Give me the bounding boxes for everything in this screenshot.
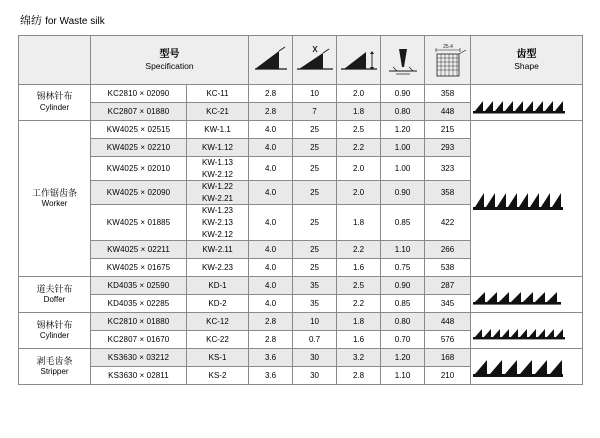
table-row [19,85,583,103]
value-cell: 345 [425,295,471,313]
value-cell: 293 [425,139,471,157]
value-cell: 30 [293,349,337,367]
value-cell: 7 [293,103,337,121]
value-cell: 448 [425,313,471,331]
spec-cell: KW4025 × 02211 [91,241,187,259]
table-row [19,121,583,139]
value-cell: 4.0 [249,277,293,295]
value-cell: 0.90 [381,277,425,295]
value-cell: 358 [425,85,471,103]
value-cell: 2.2 [337,139,381,157]
spec-cell: KD4035 × 02285 [91,295,187,313]
stripper-tooth-shape [471,349,583,385]
application-en: Cylinder [39,331,70,341]
application-cn: 道夫针布 [36,283,73,294]
value-cell: 4.0 [249,157,293,181]
value-cell: 1.8 [337,103,381,121]
value-cell: 323 [425,157,471,181]
value-cell: 422 [425,205,471,241]
application-cn: 工作锯齿条 [31,187,77,198]
value-cell: 10 [293,85,337,103]
value-cell: 266 [425,241,471,259]
value-cell: 210 [425,367,471,385]
application-cell-doffer [19,277,91,313]
header-tooth-angle [249,36,293,85]
header-shape-en: Shape [514,61,539,72]
tooth-pitch-icon [381,37,424,83]
page-title-cn: 绵纺 [20,15,42,27]
spec-cell: KD4035 × 02590 [91,277,187,295]
model-line: KW-1.22 [202,182,233,192]
spec-cell: KC2810 × 01880 [91,313,187,331]
tooth-depth-icon [337,37,380,83]
table-row [19,277,583,295]
tooth-front-angle-icon [293,37,336,83]
value-cell: 2.8 [249,103,293,121]
value-cell: 25 [293,157,337,181]
value-cell: 1.8 [337,205,381,241]
value-cell: 168 [425,349,471,367]
value-cell: 2.2 [337,295,381,313]
page-title-en: for Waste silk [45,16,105,27]
value-cell: 25 [293,121,337,139]
value-cell: 287 [425,277,471,295]
application-cell-stripper [19,349,91,385]
application-cell-worker [19,121,91,277]
model-line: KW-2.21 [202,193,233,203]
specification-table [18,35,583,385]
model-cell: KW-1.12 [187,139,249,157]
application-en: Cylinder [39,103,70,113]
value-cell: 4.0 [249,295,293,313]
table-body [19,85,583,385]
value-cell: 0.90 [381,85,425,103]
value-cell: 1.6 [337,259,381,277]
value-cell: 0.80 [381,313,425,331]
worker-tooth-shape [471,121,583,277]
application-cell-cylinder-2 [19,313,91,349]
value-cell: 0.75 [381,259,425,277]
header-tooth-pitch [381,36,425,85]
model-line: KW-1.13 [202,158,233,167]
header-front-angle [293,36,337,85]
table-row [19,349,583,367]
value-cell: 358 [425,181,471,205]
doffer-tooth-shape [471,277,583,313]
value-cell: 1.8 [337,313,381,331]
header-spec-cn: 型号 [159,48,180,60]
value-cell: 3.6 [249,367,293,385]
value-cell: 30 [293,367,337,385]
value-cell: 448 [425,103,471,121]
application-cn: 剥毛齿条 [36,355,73,366]
table-header [19,36,583,85]
header-application [19,36,91,85]
spec-cell: KW4025 × 01675 [91,259,187,277]
value-cell: 0.70 [381,331,425,349]
value-cell: 1.20 [381,349,425,367]
page-title [20,14,582,29]
value-cell: 25 [293,241,337,259]
value-cell: 2.8 [249,331,293,349]
application-en: Doffer [43,295,66,305]
model-line: KW-1.23 [202,206,233,216]
value-cell: 4.0 [249,139,293,157]
value-cell: 25 [293,259,337,277]
value-cell: 2.5 [337,277,381,295]
value-cell: 2.2 [337,241,381,259]
value-cell: 2.8 [249,85,293,103]
spec-cell: KW4025 × 02090 [91,181,187,205]
model-cell: KS-1 [187,349,249,367]
model-line: KW-2.12 [202,229,233,239]
value-cell: 4.0 [249,205,293,241]
spec-cell: KC2807 × 01670 [91,331,187,349]
spec-cell: KW4025 × 02010 [91,157,187,181]
value-cell: 1.10 [381,241,425,259]
spec-cell: KW4025 × 01885 [91,205,187,241]
header-tooth-depth [337,36,381,85]
value-cell: 1.20 [381,121,425,139]
application-cell-cylinder-1 [19,85,91,121]
value-cell: 4.0 [249,241,293,259]
model-cell: KW-2.23 [187,259,249,277]
value-cell: 25 [293,181,337,205]
spec-cell: KW4025 × 02515 [91,121,187,139]
value-cell: 3.6 [249,349,293,367]
value-cell: 25 [293,139,337,157]
value-cell: 2.8 [249,313,293,331]
table-row [19,313,583,331]
header-shape-cn: 齿型 [516,48,537,60]
svg-text:25.4: 25.4 [442,44,453,50]
application-en: Worker [41,199,68,209]
value-cell: 3.2 [337,349,381,367]
model-cell: KC-12 [187,313,249,331]
application-cn: 锡林针布 [36,91,73,102]
model-line: KW-2.12 [202,169,233,179]
value-cell: 0.85 [381,205,425,241]
header-row [19,36,583,85]
value-cell: 0.80 [381,103,425,121]
model-cell: KC-11 [187,85,249,103]
application-cn: 锡林针布 [36,319,73,330]
value-cell: 215 [425,121,471,139]
model-cell: KD-2 [187,295,249,313]
cylinder-tooth-shape [471,85,583,121]
value-cell: 2.0 [337,85,381,103]
model-cell [187,181,249,205]
model-cell: KC-21 [187,103,249,121]
value-cell: 576 [425,331,471,349]
header-shape [471,36,583,85]
value-cell: 4.0 [249,121,293,139]
tooth-angle-icon [249,37,292,83]
value-cell: 2.0 [337,181,381,205]
model-cell: KC-22 [187,331,249,349]
model-cell [187,157,249,181]
spec-cell: KW4025 × 02210 [91,139,187,157]
value-cell: 0.7 [293,331,337,349]
value-cell: 2.8 [337,367,381,385]
model-cell: KW-1.1 [187,121,249,139]
value-cell: 2.0 [337,157,381,181]
spec-cell: KS3630 × 03212 [91,349,187,367]
value-cell: 0.90 [381,181,425,205]
model-cell [187,205,249,241]
model-cell: KD-1 [187,277,249,295]
value-cell: 25 [293,205,337,241]
model-cell: KW-2.11 [187,241,249,259]
header-tooth-density [425,36,471,85]
value-cell: 1.00 [381,157,425,181]
value-cell: 0.85 [381,295,425,313]
model-cell: KS-2 [187,367,249,385]
value-cell: 10 [293,313,337,331]
value-cell: 1.00 [381,139,425,157]
header-spec-en: Specification [145,61,194,72]
application-en: Stripper [40,367,69,377]
model-line: KW-2.13 [202,217,233,227]
value-cell: 4.0 [249,181,293,205]
tooth-density-icon [425,37,470,83]
header-specification [91,36,249,85]
spec-cell: KC2810 × 02090 [91,85,187,103]
value-cell: 2.5 [337,121,381,139]
spec-cell: KS3630 × 02811 [91,367,187,385]
value-cell: 35 [293,277,337,295]
value-cell: 1.10 [381,367,425,385]
cylinder2-tooth-shape [471,313,583,349]
spec-cell: KC2807 × 01880 [91,103,187,121]
value-cell: 1.6 [337,331,381,349]
value-cell: 35 [293,295,337,313]
value-cell: 538 [425,259,471,277]
value-cell: 4.0 [249,259,293,277]
